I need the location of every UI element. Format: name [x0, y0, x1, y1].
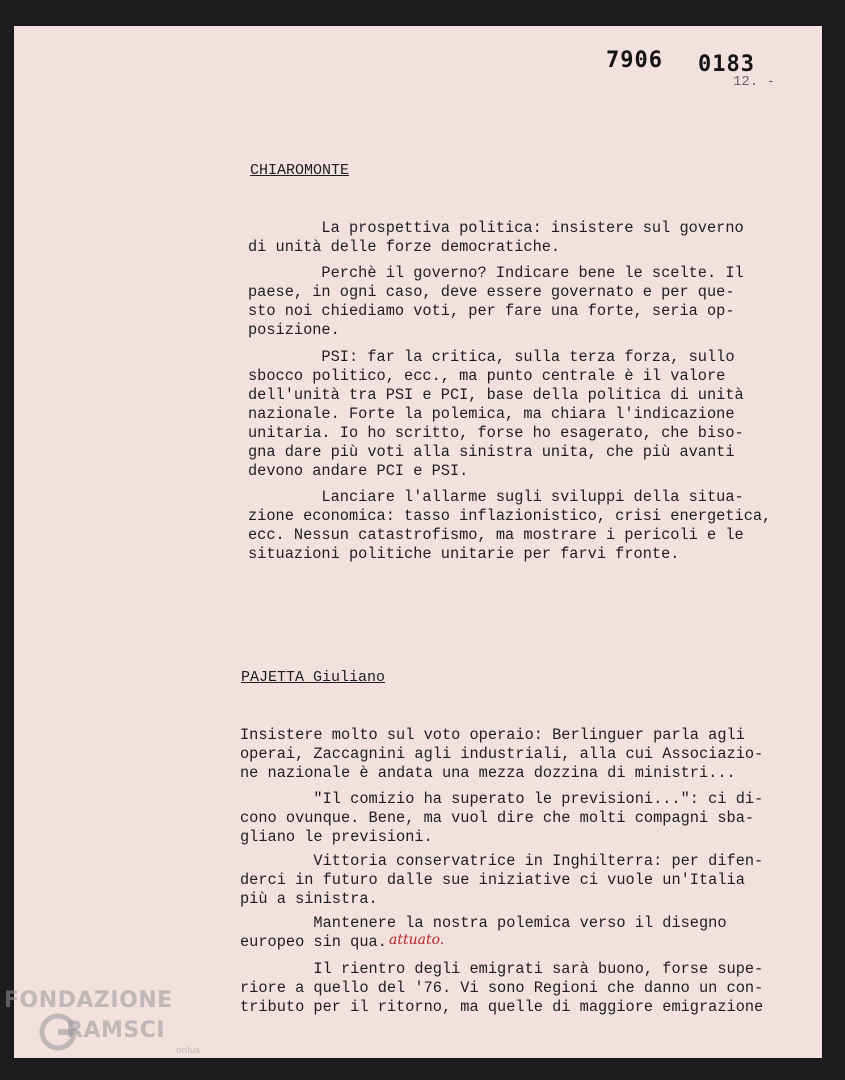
watermark-line-1: FONDAZIONE [4, 988, 173, 1013]
watermark-line-2: RAMSCI [66, 1018, 166, 1043]
watermark-suffix: onlus [176, 1046, 201, 1056]
paragraph: La prospettiva politica: insistere sul governo di unità delle forze democratiche. [248, 219, 744, 256]
paragraph: Il rientro degli emigrati sarà buono, forse supe- riore a quello del '76. Vi sono Regioni che danno un con- tributo per il ritorno, ma quelle di maggiore emigrazione [240, 960, 764, 1016]
paragraph: Mantenere la nostra polemica verso il disegno europeo sin qua. [240, 914, 727, 951]
paragraph: Vittoria conservatrice in Inghilterra: per difen- derci in futuro dalle sue iniziative ci vuole un'Italia più a sinistra. [240, 852, 764, 908]
paragraph: Insistere molto sul voto operaio: Berlinguer parla agli operai, Zaccagnini agli industriali, alla cui Associazio- ne nazionale è andata una mezza dozzina di ministri... [240, 726, 764, 782]
paragraph: PSI: far la critica, sulla terza forza, sullo sbocco politico, ecc., ma punto centrale è il valore dell'unità tra PSI e PCI, base della politica di unità nazionale. Forte la polemica, ma chiara l'indicazione unitaria. Io ho scritto, forse ho esagerato, che biso- gna dare più voti alla sinistra unita, che più avanti devono andare PCI e PSI. [248, 348, 744, 480]
archive-number-2: 0183 [698, 52, 755, 77]
page-mark: 12. - [733, 74, 776, 90]
archive-number-1: 7906 [606, 48, 663, 73]
paragraph: Perchè il governo? Indicare bene le scelte. Il paese, in ogni caso, deve essere governato e per que- sto noi chiediamo voti, per fare una forte, seria op- posizione. [248, 264, 744, 339]
watermark-logo [4, 988, 214, 1068]
paragraph: "Il comizio ha superato le previsioni...": ci di- cono ovunque. Bene, ma vuol dire che molti compagni sba- gliano le previsioni. [240, 790, 764, 846]
handwritten-note: attuato. [389, 932, 445, 948]
speaker-chiaromonte: CHIAROMONTE [250, 162, 350, 179]
speaker-pajetta: PAJETTA Giuliano [241, 669, 386, 686]
paragraph: Lanciare l'allarme sugli sviluppi della situa- zione economica: tasso inflazionistico, crisi energetica, ecc. Nessun catastrofismo, ma mostrare i pericoli e le situazioni politiche unitarie per farvi fronte. [248, 488, 772, 563]
